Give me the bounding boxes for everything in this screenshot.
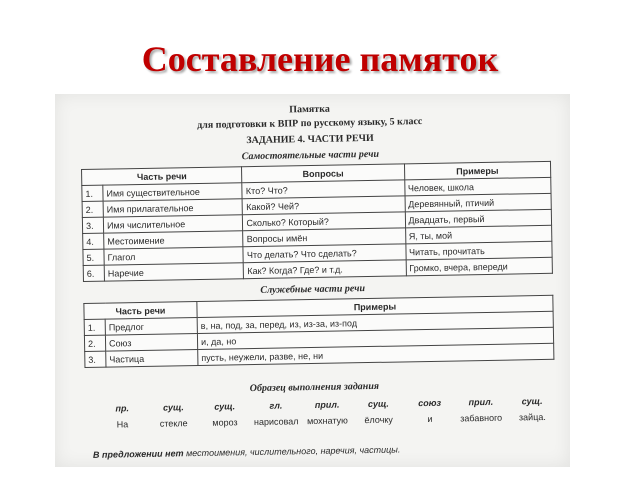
column-header: Примеры [197,295,553,317]
sample-word: нарисовал [253,416,299,428]
part-of-speech: Глагол [104,247,244,265]
part-of-speech: Союз [105,334,197,352]
sample-word: и [427,413,433,425]
examples: в, на, под, за, перед, из, из-за, из-под [197,311,553,333]
examples: Человек, школа [404,177,551,196]
part-of-speech: Частица [106,350,198,368]
row-number: 2. [84,335,105,351]
column-header: Вопросы [242,164,404,183]
sample-abbreviations [97,396,557,414]
part-of-speech: Местоимение [104,231,244,249]
independent-parts-table [81,161,553,282]
row-number: 6. [83,265,104,281]
questions: Как? Когда? Где? и т.д. [244,260,406,279]
worksheet [55,94,570,467]
row-number: 3. [85,351,106,367]
part-of-speech: Предлог [105,318,197,336]
abbr-label: прил. [468,396,494,408]
examples: пусть, неужели, разве, не, ни [198,343,554,365]
sample-word: На [116,419,129,430]
sheet-heading: Памятка [289,103,330,116]
sample-word: мороз [212,417,238,428]
examples: Я, ты, мой [405,225,552,244]
sample-note [93,444,401,459]
row-number: 4. [83,233,104,249]
note-text: местоимения, числительного, наречия, частицы. [185,444,401,459]
note-lead: В предложении нет [92,448,184,460]
examples: Читать, прочитать [405,241,552,260]
column-header: Примеры [404,161,551,180]
row-number: 1. [82,185,103,201]
row-number: 3. [82,217,103,233]
abbr-label: гл. [269,400,283,411]
row-number: 5. [83,249,104,265]
part-of-speech: Имя числительное [103,215,243,233]
questions: Что делать? Что сделать? [243,244,405,263]
service-title: Служебные части речи [260,283,366,296]
examples: Громко, вчера, впереди [406,257,553,276]
part-of-speech: Имя существительное [103,183,243,201]
part-of-speech: Имя прилагательное [103,199,243,217]
sheet-subheading: для подготовки к ВПР по русскому языку, 5 класс [197,116,423,131]
abbr-label: сущ. [521,396,543,407]
part-of-speech: Наречие [104,263,244,281]
independent-title: Самостоятельные части речи [241,148,380,163]
questions: Сколько? Который? [243,212,405,231]
abbr-label: союз [418,397,442,409]
sample-word: зайца. [518,411,546,423]
sample-word: стекле [159,418,188,429]
examples: Деревянный, птичий [405,193,552,212]
examples: и, да, но [197,327,553,349]
abbr-label: сущ. [214,401,236,412]
worksheet-photo [55,94,570,467]
sample-word: мохнатую [306,415,348,427]
examples: Двадцать, первый [405,209,552,228]
sample-word: ёлочку [364,414,393,426]
row-number: 2. [82,201,103,217]
sample-title: Образец выполнения задания [249,380,380,395]
abbr-label: прил. [314,399,340,410]
questions: Кто? Что? [242,180,404,199]
sample-word: забавного [460,412,503,424]
column-header: Часть речи [84,302,197,320]
sample-sentence [97,412,557,430]
service-parts-table [83,295,554,368]
questions: Какой? Чей? [243,196,405,215]
abbr-label: пр. [115,403,130,414]
column-header: Часть речи [82,167,243,186]
sheet-task: ЗАДАНИЕ 4. ЧАСТИ РЕЧИ [246,132,374,147]
slide-title: Составление памяток [141,39,499,79]
abbr-label: сущ. [367,398,389,410]
questions: Вопросы имён [243,228,405,247]
abbr-label: сущ. [162,402,184,413]
row-number: 1. [84,319,105,335]
